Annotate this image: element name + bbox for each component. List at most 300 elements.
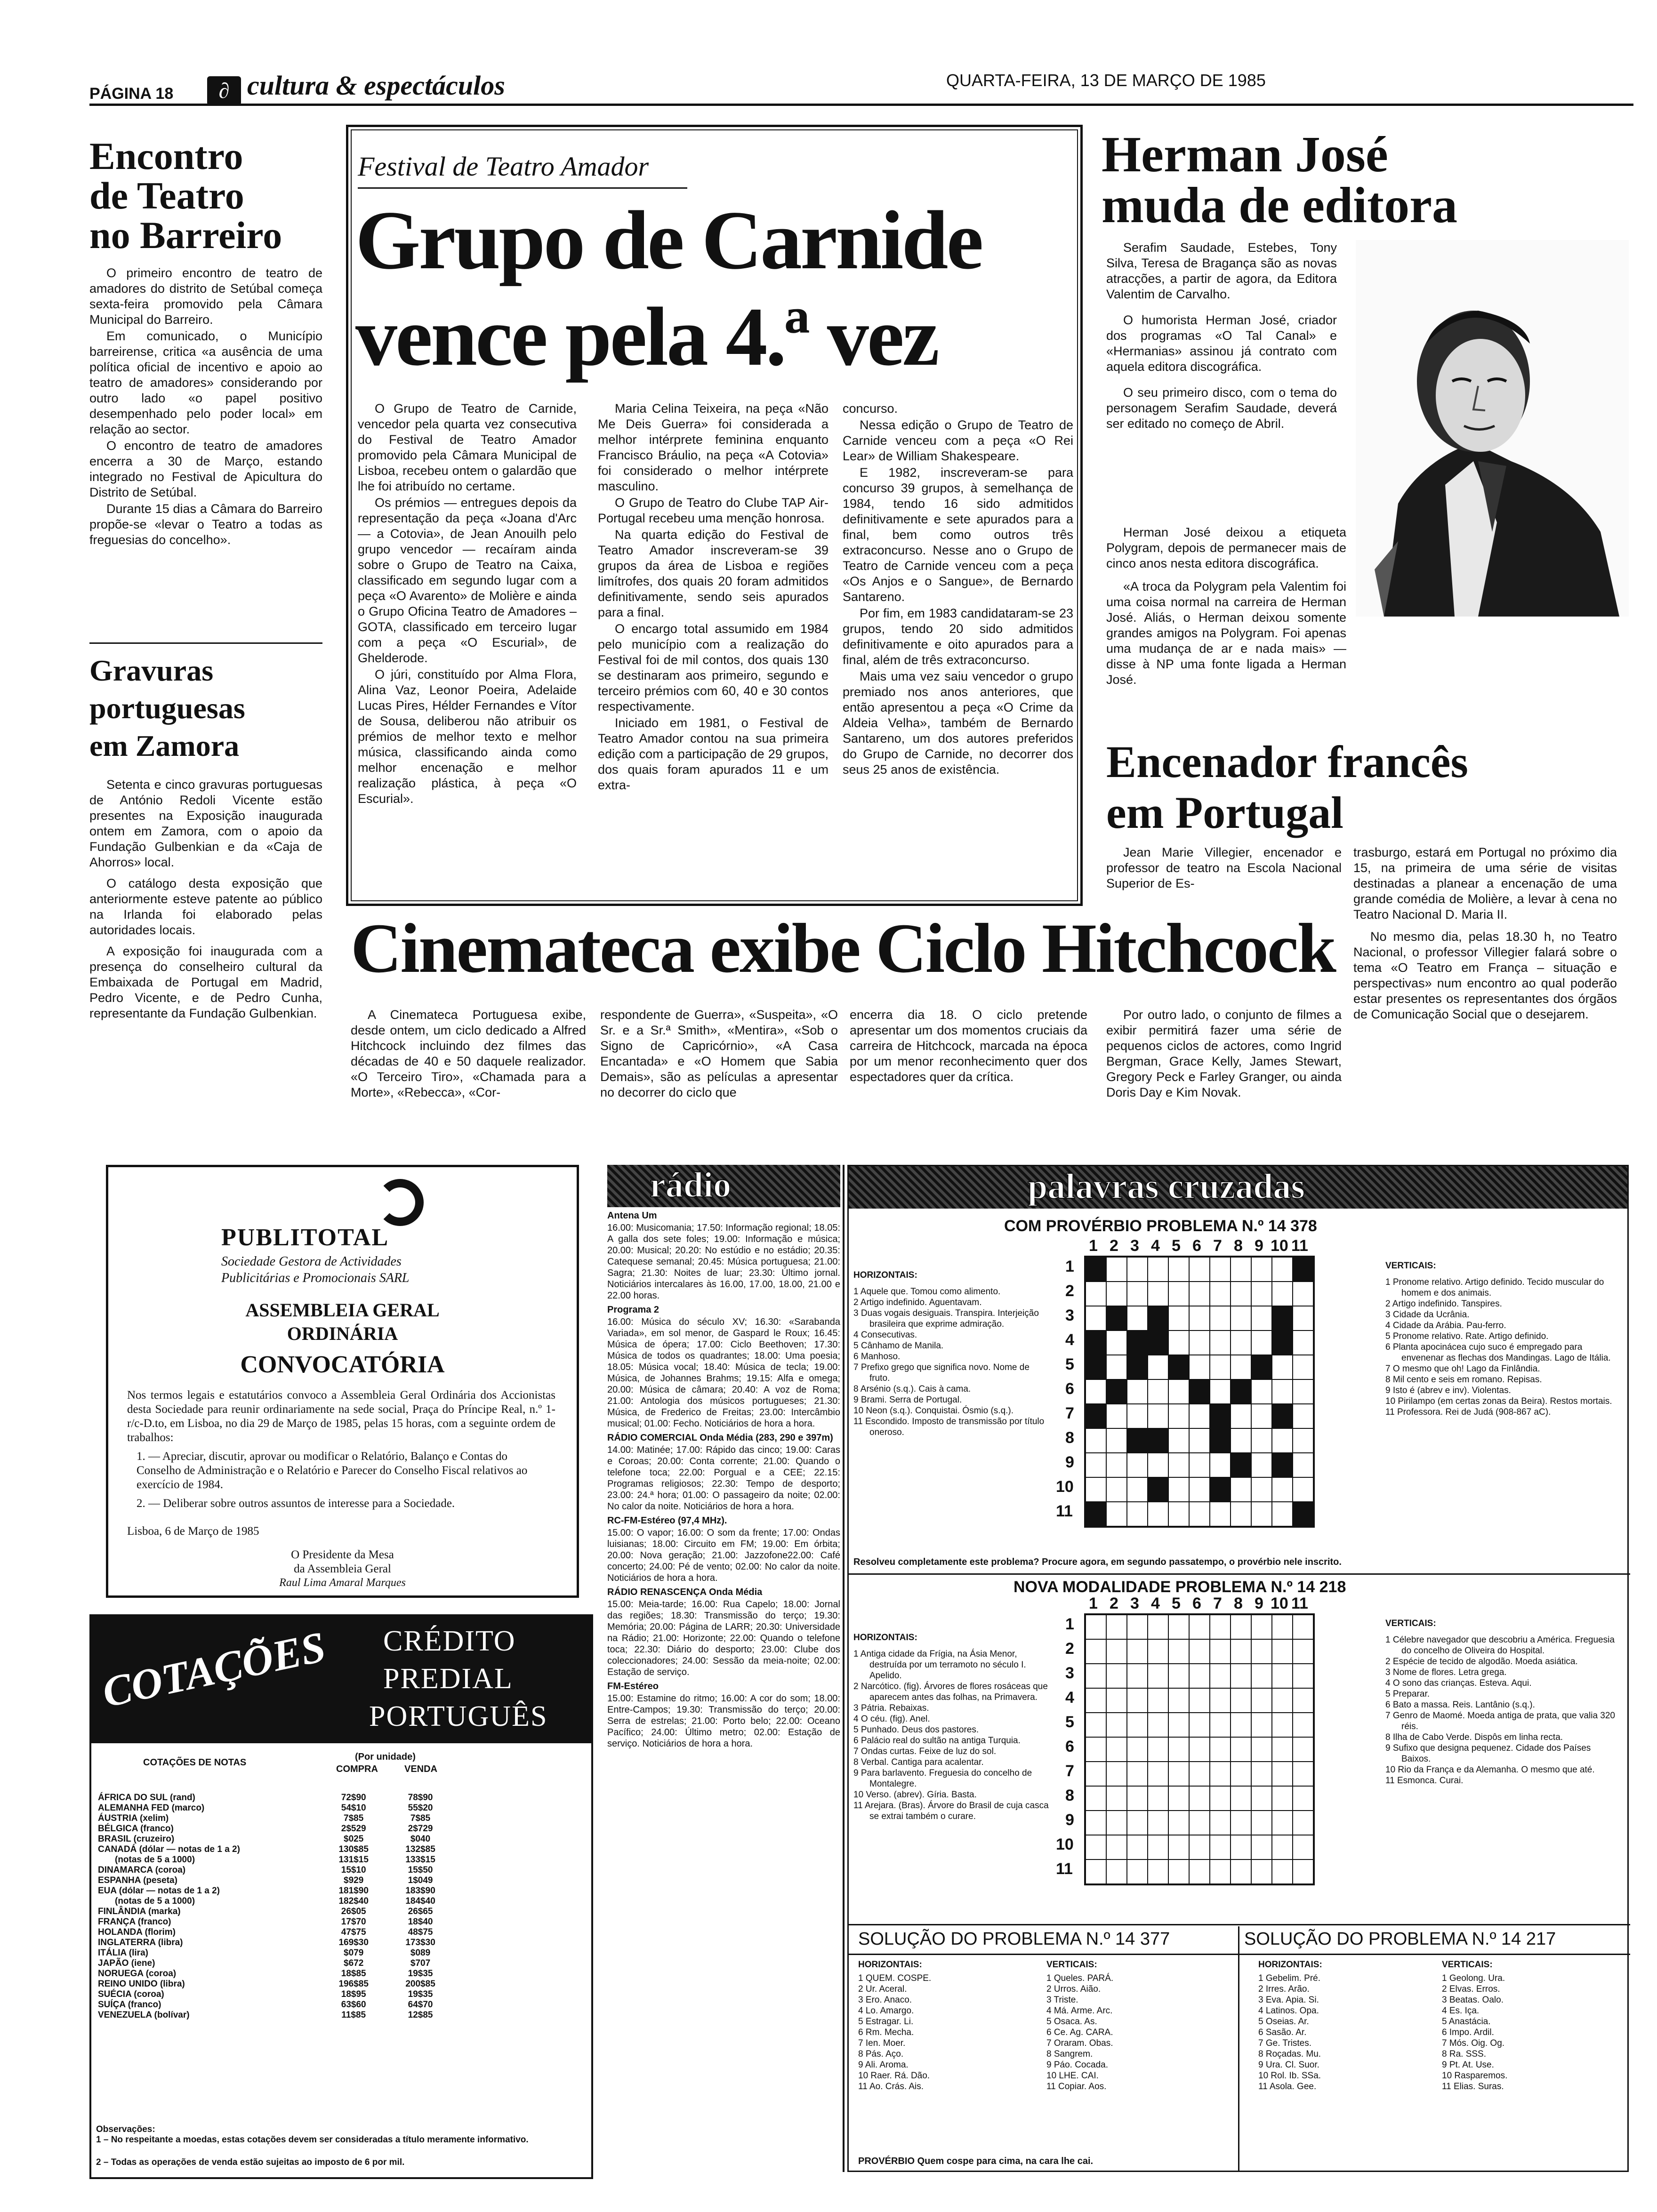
grid-cell[interactable] <box>1293 1428 1313 1453</box>
grid-cell[interactable] <box>1189 1786 1210 1811</box>
grid-cell[interactable] <box>1251 1282 1272 1306</box>
grid-cell[interactable] <box>1272 1404 1293 1428</box>
grid-cell[interactable] <box>1086 1306 1106 1330</box>
paragraph: Mais uma vez saiu vencedor o grupo premiado nos anos anteriores, que então apresentou a peça «O Crime da Aldeia Velha», também de Bernardo Santareno, um dos autores preferidos do Grupo de Carnide, no decorrer dos seus 25 anos de existência. <box>843 669 1073 777</box>
grid-cell[interactable] <box>1148 1330 1168 1355</box>
column-number: 9 <box>1255 1237 1263 1255</box>
grid-cell[interactable] <box>1148 1355 1168 1379</box>
grid-cell[interactable] <box>1168 1355 1189 1379</box>
grid-cell[interactable] <box>1168 1330 1189 1355</box>
grid-cell[interactable] <box>1127 1477 1148 1502</box>
paragraph: O seu primeiro disco, com o tema do personagem Serafim Saudade, deverá ser editado no começo de Abril. <box>1106 385 1337 431</box>
grid-cell[interactable] <box>1272 1811 1293 1835</box>
table-row <box>96 1793 454 1803</box>
grid-cell[interactable] <box>1293 1257 1313 1282</box>
grid-cell[interactable] <box>1272 1786 1293 1811</box>
grid-cell[interactable] <box>1189 1835 1210 1859</box>
grid-cell[interactable] <box>1231 1835 1251 1859</box>
grid-cell[interactable] <box>1231 1664 1251 1688</box>
grid-cell[interactable] <box>1189 1379 1210 1404</box>
grid-cell[interactable] <box>1231 1355 1251 1379</box>
grid-cell[interactable] <box>1168 1282 1189 1306</box>
grid-cell[interactable] <box>1168 1502 1189 1526</box>
grid-cell[interactable] <box>1210 1762 1231 1786</box>
grid-cell[interactable] <box>1231 1688 1251 1713</box>
grid-cell[interactable] <box>1106 1502 1127 1526</box>
grid-cell[interactable] <box>1251 1762 1272 1786</box>
grid-cell[interactable] <box>1251 1859 1272 1884</box>
grid-cell[interactable] <box>1106 1713 1127 1737</box>
grid-cell[interactable] <box>1210 1664 1231 1688</box>
grid-cell[interactable] <box>1086 1811 1106 1835</box>
grid-cell[interactable] <box>1127 1737 1148 1762</box>
cotacoes-col-header: COTAÇÕES DE NOTAS <box>143 1757 247 1768</box>
solution-item: 4 Má. Arme. Arc. <box>1046 2006 1113 2016</box>
grid-cell[interactable] <box>1086 1477 1106 1502</box>
column-number: 11 <box>1291 1237 1308 1255</box>
grid-cell[interactable] <box>1272 1428 1293 1453</box>
solution-item: 10 Rasparemos. <box>1442 2071 1508 2081</box>
grid-cell[interactable] <box>1086 1355 1106 1379</box>
grid-cell[interactable] <box>1106 1306 1127 1330</box>
table-row <box>96 1824 454 1834</box>
grid-cell[interactable] <box>1210 1786 1231 1811</box>
grid-cell[interactable] <box>1086 1713 1106 1737</box>
grid-cell[interactable] <box>1086 1330 1106 1355</box>
clue-item: 2 Artigo indefinido. Tanspires. <box>1385 1299 1502 1309</box>
solution-item: 10 Rol. Ib. SSa. <box>1258 2071 1321 2081</box>
grid-cell[interactable] <box>1148 1404 1168 1428</box>
grid-cell[interactable] <box>1189 1737 1210 1762</box>
grid-cell[interactable] <box>1168 1615 1189 1639</box>
grid-cell[interactable] <box>1210 1404 1231 1428</box>
grid-cell[interactable] <box>1168 1639 1189 1664</box>
row-number: 8 <box>1065 1787 1074 1804</box>
grid-cell[interactable] <box>1293 1786 1313 1811</box>
solution-list <box>1046 1973 1225 2092</box>
grid-cell[interactable] <box>1168 1786 1189 1811</box>
grid-cell[interactable] <box>1231 1639 1251 1664</box>
grid-cell[interactable] <box>1106 1786 1127 1811</box>
ad-place: Lisboa, 6 de Março de 1985 <box>127 1525 259 1538</box>
grid-cell[interactable] <box>1231 1615 1251 1639</box>
grid-cell[interactable] <box>1148 1811 1168 1835</box>
grid-cell[interactable] <box>1272 1330 1293 1355</box>
grid-cell[interactable] <box>1168 1477 1189 1502</box>
grid-cell[interactable] <box>1168 1859 1189 1884</box>
headline-line: de Teatro <box>89 174 244 217</box>
station-name: RC-FM-Estéreo (97,4 MHz). <box>607 1515 727 1526</box>
grid-cell[interactable] <box>1251 1786 1272 1811</box>
grid-cell[interactable] <box>1293 1330 1313 1355</box>
grid-cell[interactable] <box>1106 1379 1127 1404</box>
grid-cell[interactable] <box>1231 1713 1251 1737</box>
grid-cell[interactable] <box>1127 1639 1148 1664</box>
grid-cell[interactable] <box>1210 1835 1231 1859</box>
grid-cell[interactable] <box>1106 1477 1127 1502</box>
grid-cell[interactable] <box>1148 1786 1168 1811</box>
grid-cell[interactable] <box>1189 1257 1210 1282</box>
grid-cell[interactable] <box>1251 1639 1272 1664</box>
grid-cell[interactable] <box>1272 1859 1293 1884</box>
solution-item: 7 Ien. Moer. <box>858 2038 906 2048</box>
grid-cell[interactable] <box>1293 1737 1313 1762</box>
grid-cell[interactable] <box>1148 1639 1168 1664</box>
grid-cell[interactable] <box>1106 1330 1127 1355</box>
grid-cell[interactable] <box>1148 1688 1168 1713</box>
grid-cell[interactable] <box>1210 1306 1231 1330</box>
grid-cell[interactable] <box>1106 1664 1127 1688</box>
grid-cell[interactable] <box>1127 1859 1148 1884</box>
grid-cell[interactable] <box>1272 1688 1293 1713</box>
grid-cell[interactable] <box>1106 1835 1127 1859</box>
grid-cell[interactable] <box>1293 1664 1313 1688</box>
clue-heading: HORIZONTAIS: <box>853 1633 917 1643</box>
grid-cell[interactable] <box>1148 1615 1168 1639</box>
grid-cell[interactable] <box>1148 1477 1168 1502</box>
table-row <box>96 2000 454 2010</box>
grid-cell[interactable] <box>1272 1664 1293 1688</box>
grid-cell[interactable] <box>1272 1477 1293 1502</box>
grid-cell[interactable] <box>1231 1257 1251 1282</box>
grid-cell[interactable] <box>1148 1379 1168 1404</box>
grid-cell[interactable] <box>1127 1664 1148 1688</box>
grid-cell[interactable] <box>1148 1835 1168 1859</box>
grid-cell[interactable] <box>1148 1428 1168 1453</box>
grid-cell[interactable] <box>1168 1713 1189 1737</box>
grid-cell[interactable] <box>1210 1330 1231 1355</box>
grid-cell[interactable] <box>1168 1737 1189 1762</box>
grid-cell[interactable] <box>1231 1737 1251 1762</box>
buy-rate: 63$60 <box>341 2000 366 2010</box>
currency-name: REINO UNIDO (libra) <box>98 1979 185 1989</box>
grid-cell[interactable] <box>1293 1477 1313 1502</box>
grid-cell[interactable] <box>1210 1428 1231 1453</box>
grid-cell[interactable] <box>1189 1355 1210 1379</box>
paragraph: O Grupo de Teatro do Clube TAP Air-Portugal recebeu uma menção honrosa. <box>598 496 828 525</box>
grid-cell[interactable] <box>1148 1737 1168 1762</box>
grid-cell[interactable] <box>1293 1762 1313 1786</box>
grid-cell[interactable] <box>1293 1688 1313 1713</box>
grid-cell[interactable] <box>1106 1257 1127 1282</box>
sell-rate: 132$85 <box>405 1844 435 1854</box>
grid-cell[interactable] <box>1293 1835 1313 1859</box>
grid-cell[interactable] <box>1106 1639 1127 1664</box>
grid-cell[interactable] <box>1148 1664 1168 1688</box>
grid-cell[interactable] <box>1148 1713 1168 1737</box>
grid-cell[interactable] <box>1231 1453 1251 1477</box>
grid-cell[interactable] <box>1272 1282 1293 1306</box>
grid-cell[interactable] <box>1189 1639 1210 1664</box>
grid-cell[interactable] <box>1189 1502 1210 1526</box>
grid-cell[interactable] <box>1127 1688 1148 1713</box>
grid-cell[interactable] <box>1168 1762 1189 1786</box>
grid-cell[interactable] <box>1293 1502 1313 1526</box>
grid-cell[interactable] <box>1210 1713 1231 1737</box>
grid-cell[interactable] <box>1127 1428 1148 1453</box>
sell-rate: 184$40 <box>405 1896 435 1906</box>
grid-cell[interactable] <box>1189 1762 1210 1786</box>
grid-cell[interactable] <box>1231 1859 1251 1884</box>
grid-cell[interactable] <box>1086 1786 1106 1811</box>
grid-cell[interactable] <box>1293 1713 1313 1737</box>
grid-cell[interactable] <box>1086 1615 1106 1639</box>
solution-item: 7 Ge. Tristes. <box>1258 2038 1311 2048</box>
grid-cell[interactable] <box>1231 1477 1251 1502</box>
table-row <box>96 1865 454 1875</box>
grid-cell[interactable] <box>1251 1477 1272 1502</box>
grid-cell[interactable] <box>1106 1282 1127 1306</box>
grid-cell[interactable] <box>1251 1379 1272 1404</box>
grid-cell[interactable] <box>1189 1477 1210 1502</box>
row-number: 10 <box>1056 1478 1074 1496</box>
grid-cell[interactable] <box>1127 1453 1148 1477</box>
grid-cell[interactable] <box>1127 1713 1148 1737</box>
grid-cell[interactable] <box>1210 1859 1231 1884</box>
grid-cell[interactable] <box>1272 1737 1293 1762</box>
grid-cell[interactable] <box>1168 1835 1189 1859</box>
grid-cell[interactable] <box>1251 1453 1272 1477</box>
grid-cell[interactable] <box>1272 1355 1293 1379</box>
grid-cell[interactable] <box>1127 1379 1148 1404</box>
grid-cell[interactable] <box>1251 1355 1272 1379</box>
grid-cell[interactable] <box>1086 1835 1106 1859</box>
grid-cell[interactable] <box>1168 1453 1189 1477</box>
grid-cell[interactable] <box>1251 1664 1272 1688</box>
grid-cell[interactable] <box>1272 1762 1293 1786</box>
grid-cell[interactable] <box>1106 1811 1127 1835</box>
solution-1-title: SOLUÇÃO DO PROBLEMA N.º 14 377 <box>858 1929 1170 1949</box>
grid-cell[interactable] <box>1189 1306 1210 1330</box>
grid-cell[interactable] <box>1272 1257 1293 1282</box>
grid-cell[interactable] <box>1210 1257 1231 1282</box>
grid-cell[interactable] <box>1251 1404 1272 1428</box>
paragraph: respondente de Guerra», «Suspeita», «O Sr. e a Sr.ª Smith», «Mentira», «Sob o Signo de Capricórnio», «A Casa Encantada» e «O Homem que Sabia Demais», são as películas a apresentar no decorrer do ciclo que <box>600 1008 838 1099</box>
grid-cell[interactable] <box>1148 1502 1168 1526</box>
grid-cell[interactable] <box>1106 1428 1127 1453</box>
grid-cell[interactable] <box>1210 1737 1231 1762</box>
grid-cell[interactable] <box>1293 1811 1313 1835</box>
grid-cell[interactable] <box>1086 1257 1106 1282</box>
grid-cell[interactable] <box>1168 1428 1189 1453</box>
grid-cell[interactable] <box>1251 1688 1272 1713</box>
hitchcock-col-3 <box>850 1007 1087 1086</box>
grid-cell[interactable] <box>1293 1615 1313 1639</box>
grid-cell[interactable] <box>1106 1762 1127 1786</box>
buy-rate: 130$85 <box>338 1844 369 1854</box>
grid-cell[interactable] <box>1189 1688 1210 1713</box>
grid-cell[interactable] <box>1272 1379 1293 1404</box>
grid-cell[interactable] <box>1189 1453 1210 1477</box>
ad-heading-2: ORDINÁRIA <box>287 1323 398 1344</box>
grid-cell[interactable] <box>1251 1428 1272 1453</box>
grid-cell[interactable] <box>1231 1404 1251 1428</box>
grid-cell[interactable] <box>1127 1835 1148 1859</box>
column-number: 3 <box>1130 1237 1139 1255</box>
currency-name: CANADÁ (dólar — notas de 1 a 2) <box>98 1844 240 1854</box>
grid-cell[interactable] <box>1189 1811 1210 1835</box>
grid-cell[interactable] <box>1189 1859 1210 1884</box>
grid-cell[interactable] <box>1127 1502 1148 1526</box>
grid-cell[interactable] <box>1189 1713 1210 1737</box>
grid-cell[interactable] <box>1272 1615 1293 1639</box>
grid-cell[interactable] <box>1210 1639 1231 1664</box>
grid-cell[interactable] <box>1210 1379 1231 1404</box>
grid-cell[interactable] <box>1272 1835 1293 1859</box>
grid-cell[interactable] <box>1251 1737 1272 1762</box>
grid-cell[interactable] <box>1148 1306 1168 1330</box>
grid-cell[interactable] <box>1293 1453 1313 1477</box>
grid-cell[interactable] <box>1293 1282 1313 1306</box>
grid-cell[interactable] <box>1086 1453 1106 1477</box>
grid-cell[interactable] <box>1272 1502 1293 1526</box>
ad-heading-1: ASSEMBLEIA GERAL <box>245 1299 440 1321</box>
grid-cell[interactable] <box>1106 1737 1127 1762</box>
grid-cell[interactable] <box>1231 1330 1251 1355</box>
grid-cell[interactable] <box>1127 1786 1148 1811</box>
grid-cell[interactable] <box>1210 1477 1231 1502</box>
grid-cell[interactable] <box>1251 1713 1272 1737</box>
grid-cell[interactable] <box>1086 1502 1106 1526</box>
grid-cell[interactable] <box>1148 1859 1168 1884</box>
grid-cell[interactable] <box>1210 1688 1231 1713</box>
grid-cell[interactable] <box>1148 1282 1168 1306</box>
grid-cell[interactable] <box>1106 1404 1127 1428</box>
grid-cell[interactable] <box>1210 1615 1231 1639</box>
paragraph: O humorista Herman José, criador dos programas «O Tal Canal» e «Hermanias» assinou já contrato com aquela editora discográfica. <box>1106 313 1337 374</box>
grid-cell[interactable] <box>1231 1762 1251 1786</box>
solution-item: 4 Latinos. Opa. <box>1258 2006 1319 2016</box>
grid-cell[interactable] <box>1086 1737 1106 1762</box>
grid-cell[interactable] <box>1148 1257 1168 1282</box>
grid-cell[interactable] <box>1127 1282 1148 1306</box>
crossword-grid-2 <box>1051 1595 1334 1900</box>
grid-cell[interactable] <box>1086 1859 1106 1884</box>
grid-cell[interactable] <box>1127 1306 1148 1330</box>
grid-cell[interactable] <box>1210 1453 1231 1477</box>
table-row <box>96 1958 454 1969</box>
radio-title: rádio <box>650 1165 732 1205</box>
grid-cell[interactable] <box>1086 1404 1106 1428</box>
clue-item: 8 Ilha de Cabo Verde. Dispôs em linha recta. <box>1385 1732 1563 1742</box>
grid-cell[interactable] <box>1086 1688 1106 1713</box>
grid-cell[interactable] <box>1127 1330 1148 1355</box>
grid-cell[interactable] <box>1168 1404 1189 1428</box>
grid-cell[interactable] <box>1210 1282 1231 1306</box>
grid-cell[interactable] <box>1251 1835 1272 1859</box>
grid-cell[interactable] <box>1272 1306 1293 1330</box>
grid-cell[interactable] <box>1293 1355 1313 1379</box>
clue-item: 6 Manhoso. <box>853 1352 901 1362</box>
grid-cell[interactable] <box>1106 1615 1127 1639</box>
grid-cell[interactable] <box>1086 1762 1106 1786</box>
grid-cell[interactable] <box>1251 1811 1272 1835</box>
cotacoes-table <box>96 1793 454 2020</box>
grid-cell[interactable] <box>1210 1502 1231 1526</box>
grid-cell[interactable] <box>1272 1453 1293 1477</box>
grid-cell[interactable] <box>1251 1615 1272 1639</box>
grid-cell[interactable] <box>1189 1428 1210 1453</box>
grid-cell[interactable] <box>1189 1404 1210 1428</box>
grid-cell[interactable] <box>1086 1639 1106 1664</box>
grid-cell[interactable] <box>1106 1688 1127 1713</box>
grid-cell[interactable] <box>1168 1688 1189 1713</box>
grid-cell[interactable] <box>1189 1282 1210 1306</box>
grid-cell[interactable] <box>1231 1428 1251 1453</box>
paragraph: Setenta e cinco gravuras portuguesas de António Redoli Vicente estão presentes na Exposição inaugurada ontem em Zamora, com o apoio da Fundação Gulbenkian e da «Caja de Ahorros» local. <box>89 777 322 869</box>
grid-cell[interactable] <box>1231 1282 1251 1306</box>
grid-cell[interactable] <box>1210 1355 1231 1379</box>
grid-cell[interactable] <box>1293 1859 1313 1884</box>
grid-cell[interactable] <box>1272 1639 1293 1664</box>
grid-cell[interactable] <box>1168 1811 1189 1835</box>
grid-cell[interactable] <box>1168 1664 1189 1688</box>
grid-cell[interactable] <box>1127 1355 1148 1379</box>
column-number: 4 <box>1151 1237 1160 1255</box>
clue-item: 7 O mesmo que oh! Lago da Finlândia. <box>1385 1364 1540 1374</box>
grid-cell[interactable] <box>1293 1306 1313 1330</box>
grid-cell[interactable] <box>1086 1379 1106 1404</box>
grid-cell[interactable] <box>1127 1257 1148 1282</box>
grid-cell[interactable] <box>1251 1306 1272 1330</box>
grid-cell[interactable] <box>1168 1379 1189 1404</box>
solution-1-proverb: PROVÉRBIO Quem cospe para cima, na cara lhe cai. <box>858 2156 1094 2166</box>
grid-cell[interactable] <box>1272 1713 1293 1737</box>
solution-1-horizontals <box>858 1959 1037 2092</box>
station-schedule: 15.00: Meia-tarde; 16.00: Rua Capelo; 18.00: Jornal das regiões; 18.30: Transmissão do terço; 19.30: Memória; 20.00: Página de LARR; 20.30: Universidade na Rádio; 21.00: Horizonte; 22.00: Quando o telefone toca; 22.30: Diário do desporto; 23.00: Clube dos coleccionadores; 24.00: Sessão da meia-noite; 02.00: Estação de serviço. <box>607 1599 840 1677</box>
column-number: 10 <box>1271 1595 1288 1612</box>
solution-2 <box>1239 1926 1630 2171</box>
grid-cell[interactable] <box>1086 1428 1106 1453</box>
grid-cell[interactable] <box>1231 1502 1251 1526</box>
grid-cell[interactable] <box>1231 1379 1251 1404</box>
grid-cell[interactable] <box>1231 1811 1251 1835</box>
grid-cell[interactable] <box>1251 1257 1272 1282</box>
grid-cell[interactable] <box>1251 1502 1272 1526</box>
clue-item: 8 Arsénio (s.q.). Cais à cama. <box>853 1384 971 1394</box>
grid-cell[interactable] <box>1106 1355 1127 1379</box>
grid-cell[interactable] <box>1127 1615 1148 1639</box>
grid-cell[interactable] <box>1293 1404 1313 1428</box>
grid-cell[interactable] <box>1293 1639 1313 1664</box>
clue-item: 5 Preparar. <box>1385 1689 1430 1699</box>
grid-cell[interactable] <box>1251 1330 1272 1355</box>
grid-cell[interactable] <box>1086 1282 1106 1306</box>
currency-name: ÁFRICA DO SUL (rand) <box>98 1793 195 1803</box>
grid-cell[interactable] <box>1127 1811 1148 1835</box>
grid-cell[interactable] <box>1189 1330 1210 1355</box>
paragraph: Em comunicado, o Município barreirense, critica «a ausência de uma política oficial de incentivo e apoio ao teatro de amadores» considerando por outro lado «o papel positivo desempenhado pelo poder local» em relação ao sector. <box>89 329 322 436</box>
clue-item: 9 Brami. Serra de Portugal. <box>853 1395 962 1405</box>
grid-cell[interactable] <box>1106 1453 1127 1477</box>
grid-cell[interactable] <box>1148 1762 1168 1786</box>
grid-cell[interactable] <box>1086 1664 1106 1688</box>
grid-cell[interactable] <box>1293 1379 1313 1404</box>
grid-cell[interactable] <box>1168 1257 1189 1282</box>
grid-cell[interactable] <box>1231 1306 1251 1330</box>
grid-cell[interactable] <box>1106 1859 1127 1884</box>
grid-cell[interactable] <box>1210 1811 1231 1835</box>
grid-cell[interactable] <box>1127 1404 1148 1428</box>
grid-cell[interactable] <box>1168 1306 1189 1330</box>
grid-cell[interactable] <box>1127 1762 1148 1786</box>
grid-cell[interactable] <box>1148 1453 1168 1477</box>
buy-rate: $025 <box>344 1834 364 1844</box>
grid-cell[interactable] <box>1189 1615 1210 1639</box>
grid-cell[interactable] <box>1231 1786 1251 1811</box>
clue-heading: HORIZONTAIS: <box>858 1960 922 1970</box>
grid-cell[interactable] <box>1189 1664 1210 1688</box>
